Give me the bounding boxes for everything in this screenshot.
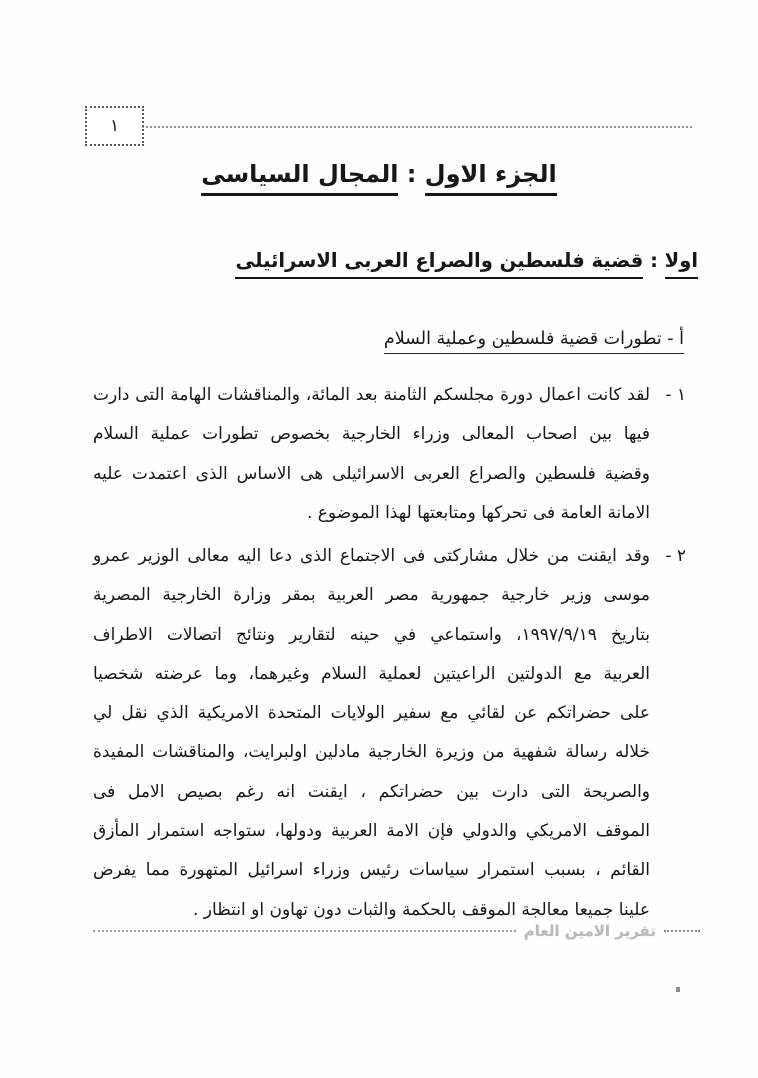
text-line: علينا جميعا معالجة الموقف بالحكمة والثبات دون تهاون او انتظار . [193, 899, 650, 920]
text-line: الامانة العامة فى تحركها ومتابعتها لهذا الموضوع . [306, 502, 650, 523]
text-line: وقضية فلسطين والصراع العربى الاسرائيلى هى الاساس الذى اعتمدت عليه [93, 463, 650, 484]
section-heading-label: اولا [665, 249, 698, 279]
part-title-label: الجزء الاول [425, 160, 557, 196]
text-line: لقد كانت اعمال دورة مجلسكم الثامنة بعد المائة، والمناقشات الهامة التى دارت [93, 385, 650, 405]
paragraph-1 [93, 376, 686, 533]
part-title-separator: : [398, 160, 425, 188]
part-title-text: المجال السياسى [201, 160, 398, 196]
text-line: فيها بين اصحاب المعالى وزراء الخارجية بخصوص تطورات عملية السلام [93, 424, 650, 445]
text-line: بتاريخ ١٩٩٧/٩/١٩، واستماعي في حينه لتقارير ونتائج اتصالات الاطراف [93, 624, 650, 645]
footer [93, 922, 700, 940]
text-line: موسى وزير خارجية جمهورية مصر العربية بمقر وزارة الخارجية المصرية [93, 585, 650, 606]
paragraph-1-text [93, 376, 650, 533]
footer-watermark-text: تقرير الامين العام [523, 922, 656, 940]
text-line: العربية مع الدولتين الراعيتين لعملية السلام وغيرهما، وما عرضته شخصيا [93, 663, 650, 684]
header-dotted-rule [142, 126, 692, 128]
footer-dotted-rule-left [93, 930, 516, 932]
footer-dotted-rule-right [664, 930, 700, 932]
text-line: وقد ايقنت من خلال مشاركتى فى الاجتماع الذى دعا اليه معالى الوزير عمرو [93, 546, 650, 566]
text-line: الموقف الامريكي والدولي فإن الامة العربية ودولها، ستواجه استمرار المأزق [93, 821, 650, 842]
part-title [0, 160, 758, 188]
section-heading [235, 249, 698, 272]
page-number: ١ [109, 116, 120, 136]
text-line: على حضراتكم عن لقائي مع سفير الولايات المتحدة الامريكية الذي نقل لي [93, 703, 650, 724]
paragraph-2-number: ٢ - [665, 546, 686, 566]
paragraph-2 [93, 537, 686, 930]
scan-speck [676, 987, 680, 992]
paragraph-2-text [93, 537, 650, 930]
page-number-box [85, 106, 144, 146]
subsection-heading-text: أ - تطورات قضية فلسطين وعملية السلام [384, 329, 684, 354]
text-line: والصريحة التى دارت بين حضراتكم ، ايقنت انه رغم بصيص الامل فى [93, 781, 650, 802]
section-heading-text: قضية فلسطين والصراع العربى الاسرائيلى [235, 249, 643, 279]
paragraph-1-number: ١ - [665, 385, 686, 405]
text-line: خلاله رسالة شفهية من وزيرة الخارجية مادلين اولبرايت، والمناقشات المفيدة [93, 742, 650, 763]
section-heading-separator: : [643, 249, 665, 272]
text-line: القائم ، بسبب استمرار سياسات رئيس وزراء اسرائيل المتهورة مما يفرض [93, 860, 650, 881]
subsection-heading [384, 329, 684, 349]
